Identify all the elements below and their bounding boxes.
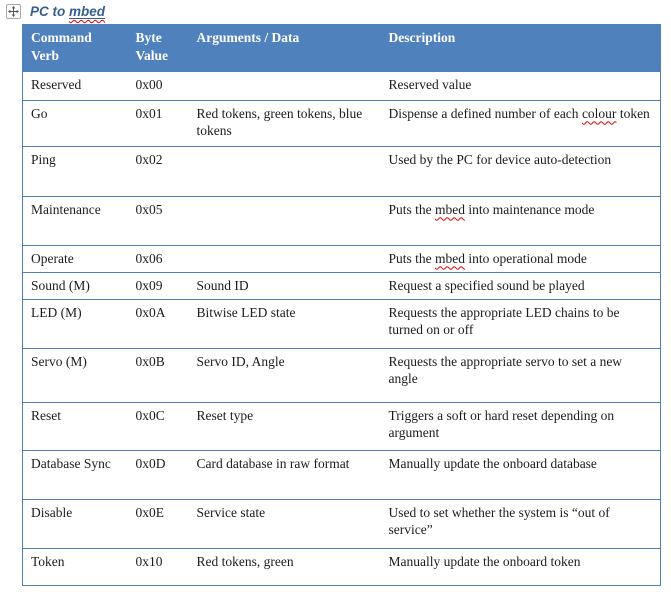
cell-command-verb[interactable]: Disable xyxy=(23,499,128,548)
column-header-byte-value[interactable]: Byte Value xyxy=(128,24,189,72)
spellcheck-squiggle: mbed xyxy=(69,4,106,19)
table-row xyxy=(23,272,661,299)
cell-command-verb[interactable]: Token xyxy=(23,548,128,585)
cell-arguments[interactable]: Sound ID xyxy=(189,272,381,299)
cell-byte-value[interactable]: 0x06 xyxy=(128,245,189,272)
cell-arguments[interactable]: Servo ID, Angle xyxy=(189,348,381,402)
cell-description[interactable]: Dispense a defined number of each colour token xyxy=(381,100,661,146)
table-row xyxy=(23,348,661,402)
cell-arguments[interactable]: Card database in raw format xyxy=(189,450,381,499)
table-header xyxy=(23,24,661,72)
cell-arguments[interactable] xyxy=(189,72,381,100)
cell-command-verb[interactable]: Reserved xyxy=(23,72,128,100)
cell-arguments[interactable]: Red tokens, green tokens, blue tokens xyxy=(189,100,381,146)
cell-command-verb[interactable]: Reset xyxy=(23,402,128,450)
cell-command-verb[interactable]: Ping xyxy=(23,146,128,196)
table-row xyxy=(23,450,661,499)
cell-command-verb[interactable]: LED (M) xyxy=(23,299,128,348)
cell-description[interactable]: Requests the appropriate LED chains to be turned on or off xyxy=(381,299,661,348)
cell-byte-value[interactable]: 0x0D xyxy=(128,450,189,499)
cell-description[interactable]: Requests the appropriate servo to set a new angle xyxy=(381,348,661,402)
cell-description[interactable]: Manually update the onboard database xyxy=(381,450,661,499)
table-row xyxy=(23,548,661,585)
cell-command-verb[interactable]: Database Sync xyxy=(23,450,128,499)
cell-description[interactable]: Manually update the onboard token xyxy=(381,548,661,585)
spellcheck-squiggle: colour xyxy=(581,105,617,121)
cell-command-verb[interactable]: Servo (M) xyxy=(23,348,128,402)
table-row xyxy=(23,196,661,245)
column-header-command-verb[interactable]: Command Verb xyxy=(23,24,128,72)
cell-byte-value[interactable]: 0x00 xyxy=(128,72,189,100)
cell-byte-value[interactable]: 0x0A xyxy=(128,299,189,348)
cell-command-verb[interactable]: Sound (M) xyxy=(23,272,128,299)
spellcheck-squiggle: mbed xyxy=(435,201,466,217)
cell-byte-value[interactable]: 0x0C xyxy=(128,402,189,450)
cell-arguments[interactable] xyxy=(189,196,381,245)
table-row xyxy=(23,299,661,348)
cell-description[interactable]: Puts the mbed into maintenance mode xyxy=(381,196,661,245)
cell-command-verb[interactable]: Go xyxy=(23,100,128,146)
table-body xyxy=(23,72,661,585)
cell-byte-value[interactable]: 0x01 xyxy=(128,100,189,146)
cell-description[interactable]: Puts the mbed into operational mode xyxy=(381,245,661,272)
cell-description[interactable]: Reserved value xyxy=(381,72,661,100)
section-title-word xyxy=(69,4,105,19)
command-table xyxy=(22,24,661,586)
cell-arguments[interactable]: Red tokens, green xyxy=(189,548,381,585)
cell-command-verb[interactable]: Maintenance xyxy=(23,196,128,245)
cell-command-verb[interactable]: Operate xyxy=(23,245,128,272)
cell-description[interactable]: Used to set whether the system is “out of service” xyxy=(381,499,661,548)
table-row xyxy=(23,146,661,196)
table-row xyxy=(23,499,661,548)
table-row xyxy=(23,402,661,450)
table-row xyxy=(23,245,661,272)
column-header-description[interactable]: Description xyxy=(381,24,661,72)
cell-byte-value[interactable]: 0x02 xyxy=(128,146,189,196)
cell-arguments[interactable] xyxy=(189,245,381,272)
cell-description[interactable]: Used by the PC for device auto-detection xyxy=(381,146,661,196)
move-icon xyxy=(8,6,19,17)
cell-byte-value[interactable]: 0x05 xyxy=(128,196,189,245)
cell-arguments[interactable]: Reset type xyxy=(189,402,381,450)
cell-description[interactable]: Triggers a soft or hard reset depending on argument xyxy=(381,402,661,450)
cell-byte-value[interactable]: 0x10 xyxy=(128,548,189,585)
spellcheck-squiggle: mbed xyxy=(435,250,466,266)
cell-arguments[interactable] xyxy=(189,146,381,196)
cell-byte-value[interactable]: 0x0B xyxy=(128,348,189,402)
column-header-arguments-data[interactable]: Arguments / Data xyxy=(189,24,381,72)
cell-byte-value[interactable]: 0x0E xyxy=(128,499,189,548)
header-row xyxy=(23,24,661,72)
section-title-prefix: PC to xyxy=(30,4,69,19)
section-title[interactable] xyxy=(30,3,105,21)
cell-arguments[interactable]: Service state xyxy=(189,499,381,548)
cell-arguments[interactable]: Bitwise LED state xyxy=(189,299,381,348)
cell-description[interactable]: Request a specified sound be played xyxy=(381,272,661,299)
table-row xyxy=(23,100,661,146)
cell-byte-value[interactable]: 0x09 xyxy=(128,272,189,299)
table-move-handle[interactable] xyxy=(6,4,21,19)
table-row xyxy=(23,72,661,100)
